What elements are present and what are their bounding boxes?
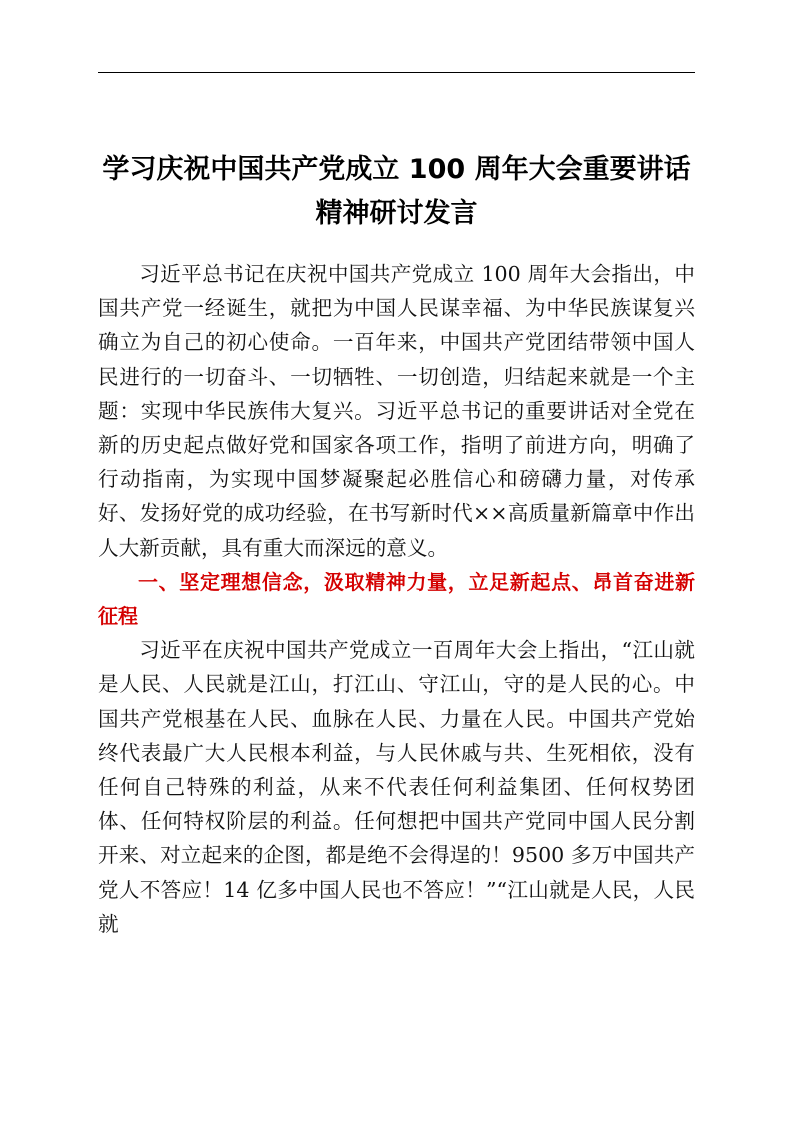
header-rule [98,72,695,73]
section-1-paragraph: 习近平在庆祝中国共产党成立一百周年大会上指出，“江山就是人民、人民就是江山，打江山、守江山，守的是人民的心。中国共产党根基在人民、血脉在人民、力量在人民。中国共产党始终代表最广大人民根本利益，与人民休戚与共、生死相依，没有任何自己特殊的利益，从来不代表任何利益集团、任何权势团体、任何特权阶层的利益。任何想把中国共产党同中国人民分割开来、对立起来的企图，都是绝不会得逞的！9500 多万中国共产党人不答应！14 亿多中国人民也不答应！”“江山就是人民，人民就 [98,638,695,936]
document-title: 学习庆祝中国共产党成立 100 周年大会重要讲话精神研讨发言 [102,154,691,229]
document-body [98,257,695,941]
intro-paragraph: 习近平总书记在庆祝中国共产党成立 100 周年大会指出，中国共产党一经诞生，就把为中国人民谋幸福、为中华民族谋复兴确立为自己的初心使命。一百年来，中国共产党团结带领中国人民进行的一切奋斗、一切牺牲、一切创造，归结起来就是一个主题：实现中华民族伟大复兴。习近平总书记的重要讲话对全党在新的历史起点做好党和国家各项工作，指明了前进方向，明确了行动指南，为实现中国梦凝聚起必胜信心和磅礴力量，对传承好、发扬好党的成功经验，在书写新时代××高质量新篇章中作出人大新贡献，具有重大而深远的意义。 [98,262,695,560]
section-heading-1: 一、坚定理想信念，汲取精神力量，立足新起点、昂首奋进新征程 [98,569,695,629]
